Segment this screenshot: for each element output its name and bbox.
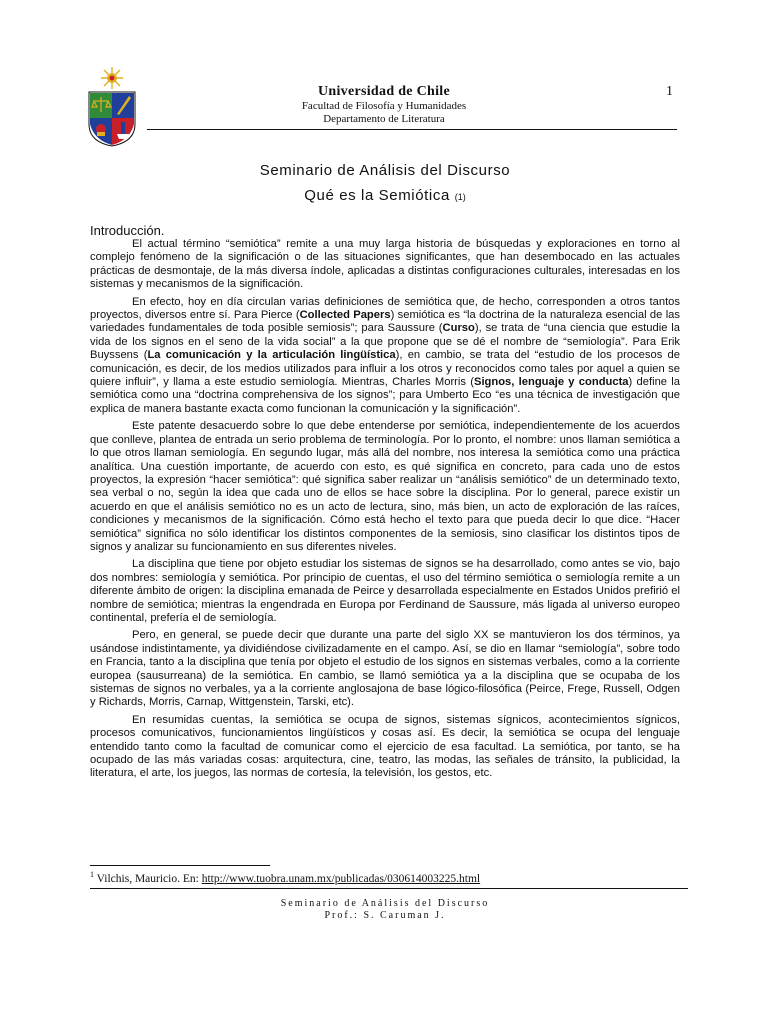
paragraph-4: La disciplina que tiene por objeto estudiar los sistemas de signos se ha desarrollado, como antes se vio, bajo dos nombres: semiología y semiótica. Por principio de cuentas, el uso del término semiótica o semiología remite a un diferente ámbito de origen: la disciplina emanada de Peirce y desarrollada especialmente en Estados Unidos prefirió el nombre de semiótica; mientras la engendrada en Europa por Ferdinand de Saussure, más ligada al universo europeo continental, prefería el de semiología. [90,558,680,624]
title-footnote-ref: (1) [454,192,466,202]
footnote-link[interactable]: http://www.tuobra.unam.mx/publicadas/030614003225.html [201,872,481,885]
book-title-buyssens: La comunicación y la articulación lingüística [147,349,396,362]
university-crest-icon [86,66,138,148]
paragraph-6: En resumidas cuentas, la semiótica se ocupa de signos, sistemas sígnicos, acontecimientos sígnicos, procesos comunicativos, funcionamientos lingüísticos y cosas así. Es decir, la semiótica se ocupa del lenguaje entendido tanto como la facultad de comunicar como el ejercicio de esa facultad. La semiótica, por tanto, se ha ocupado de las más variadas cosas: arquitectura, cine, teatro, las modas, las señales de tránsito, la publicidad, la literatura, el arte, los juegos, las normas de cortesía, la televisión, los gestos, etc. [90,713,680,780]
document-title [90,158,680,210]
book-title-collected-papers: Collected Papers [299,309,391,322]
paragraph-2-text: En efecto, hoy en día circulan varias definiciones de semiótica que, de hecho, corresponden a otros tantos proyectos, diversos entre sí. Para Pierce ( [90,295,680,322]
department-name: Departamento de Literatura [323,113,445,125]
section-heading: Introducción. [90,223,165,238]
paragraph-2-text: ), en cambio, se trata del “estudio de los procesos de comunicación, es decir, de los medios utilizados para influir a los otros y reconocidos como tales por aquel a quien se quiere influir”, y llama a este estudio semiología. Mientras, Charles Morris ( [90,349,680,389]
header-divider [147,129,677,130]
footnote [90,870,480,885]
page-footer [90,898,680,922]
title-line-1: Seminario de Análisis del Discurso [259,162,511,179]
footnote-marker: 1 [90,870,94,879]
university-header [230,84,538,126]
footer-divider [90,888,688,889]
faculty-name: Facultad de Filosofía y Humanidades [301,100,467,112]
book-title-morris: Signos, lenguaje y conducta [473,376,629,389]
title-line-2 [90,183,680,210]
book-title-curso: Curso [442,322,475,335]
footnote-divider [90,865,270,866]
paragraph-2 [90,296,680,417]
paragraph-2-text: ) define la semiótica como una “doctrina comprehensiva de los signos”; para Umberto Eco “es una técnica de investigación que explica de manera bastante exacta como funcionan la comunicación y la significación”. [90,376,680,415]
paragraph-2-text: ) semiótica es “la doctrina de la naturaleza esencial de las variedades fundamentales de toda posible semiosis”; para Saussure ( [90,309,680,335]
footer-course: Seminario de Análisis del Discurso [280,898,490,909]
university-name: Universidad de Chile [317,84,450,99]
paragraph-3: Este patente desacuerdo sobre lo que debe entenderse por semiótica, independientemente de los acuerdos que conlleve, plantea de entrada un serio problema de terminología. Por lo pronto, el nombre: unos llaman semiótica a lo que otros llaman semiología. En segundo lugar, más allá del nombre, nos interesa la semiótica como una práctica analítica. Una cuestión importante, de acuerdo con esto, es qué significa en concreto, para cada uno de estos proyectos, la expresión “hacer semiótica”: qué significa saber realizar un “análisis semiótico” de un determinado texto, sea verbal o no, según la idea que cada uno de ellos se hace sobre la disciplina. Por lo general, parece existir un acuerdo en que el análisis semiótico no es un acto de lectura, sino, más bien, un acto de exploración de las raíces, condiciones y mecanismos de la significación. Cómo está hecho el texto para que pueda decir lo que dice. “Hacer semiótica” significa no sólo identificar los distintos componentes de la semiosis, sino clasificar los distintos tipos de signos y analizar su funcionamiento en sus diferentes niveles. [90,420,680,553]
paragraph-1: El actual término “semiótica” remite a una muy larga historia de búsquedas y exploraciones en torno al complejo fenómeno de la significación o de las situaciones significantes, que han desembocado en las actuales prácticas de desmontaje, de la más diversa índole, aplicadas a distintas configuraciones culturales, interesadas en los sistemas y mecanismos de la significación. [90,238,680,291]
title-main: Qué es la Semiótica [304,187,450,204]
page-number: 1 [666,84,673,99]
body-text [90,238,680,785]
paragraph-2-text: ), se trata de “una ciencia que estudie la vida de los signos en el seno de la vida social” a la que propone que se dé el nombre de “semiología”. Para Erik Buyssens ( [90,322,681,362]
footer-professor: Prof.: S. Caruman J. [324,910,446,921]
paragraph-5: Pero, en general, se puede decir que durante una parte del siglo XX se mantuvieron los dos términos, ya usándose indistintamente, ya dividiéndose civilizadamente en el campo. Así, se dio en llamar “semiología”, sobre todo en Francia, tanto a la disciplina que tenía por objeto el estudio de los signos en sistemas verbales, como a la corriente europea (sausurreana) de la semiótica. En cambio, se llamó semiótica ya a la disciplina que se ocupaba de los sistemas de signos no verbales, ya a la corriente anglosajona de base lógico-filosófica (Peirce, Frege, Russell, Odgen y Richards, Morris, Carnap, Wittgenstein, Tarski, etc). [90,629,680,709]
footnote-text: Vilchis, Mauricio. En: [94,872,202,885]
